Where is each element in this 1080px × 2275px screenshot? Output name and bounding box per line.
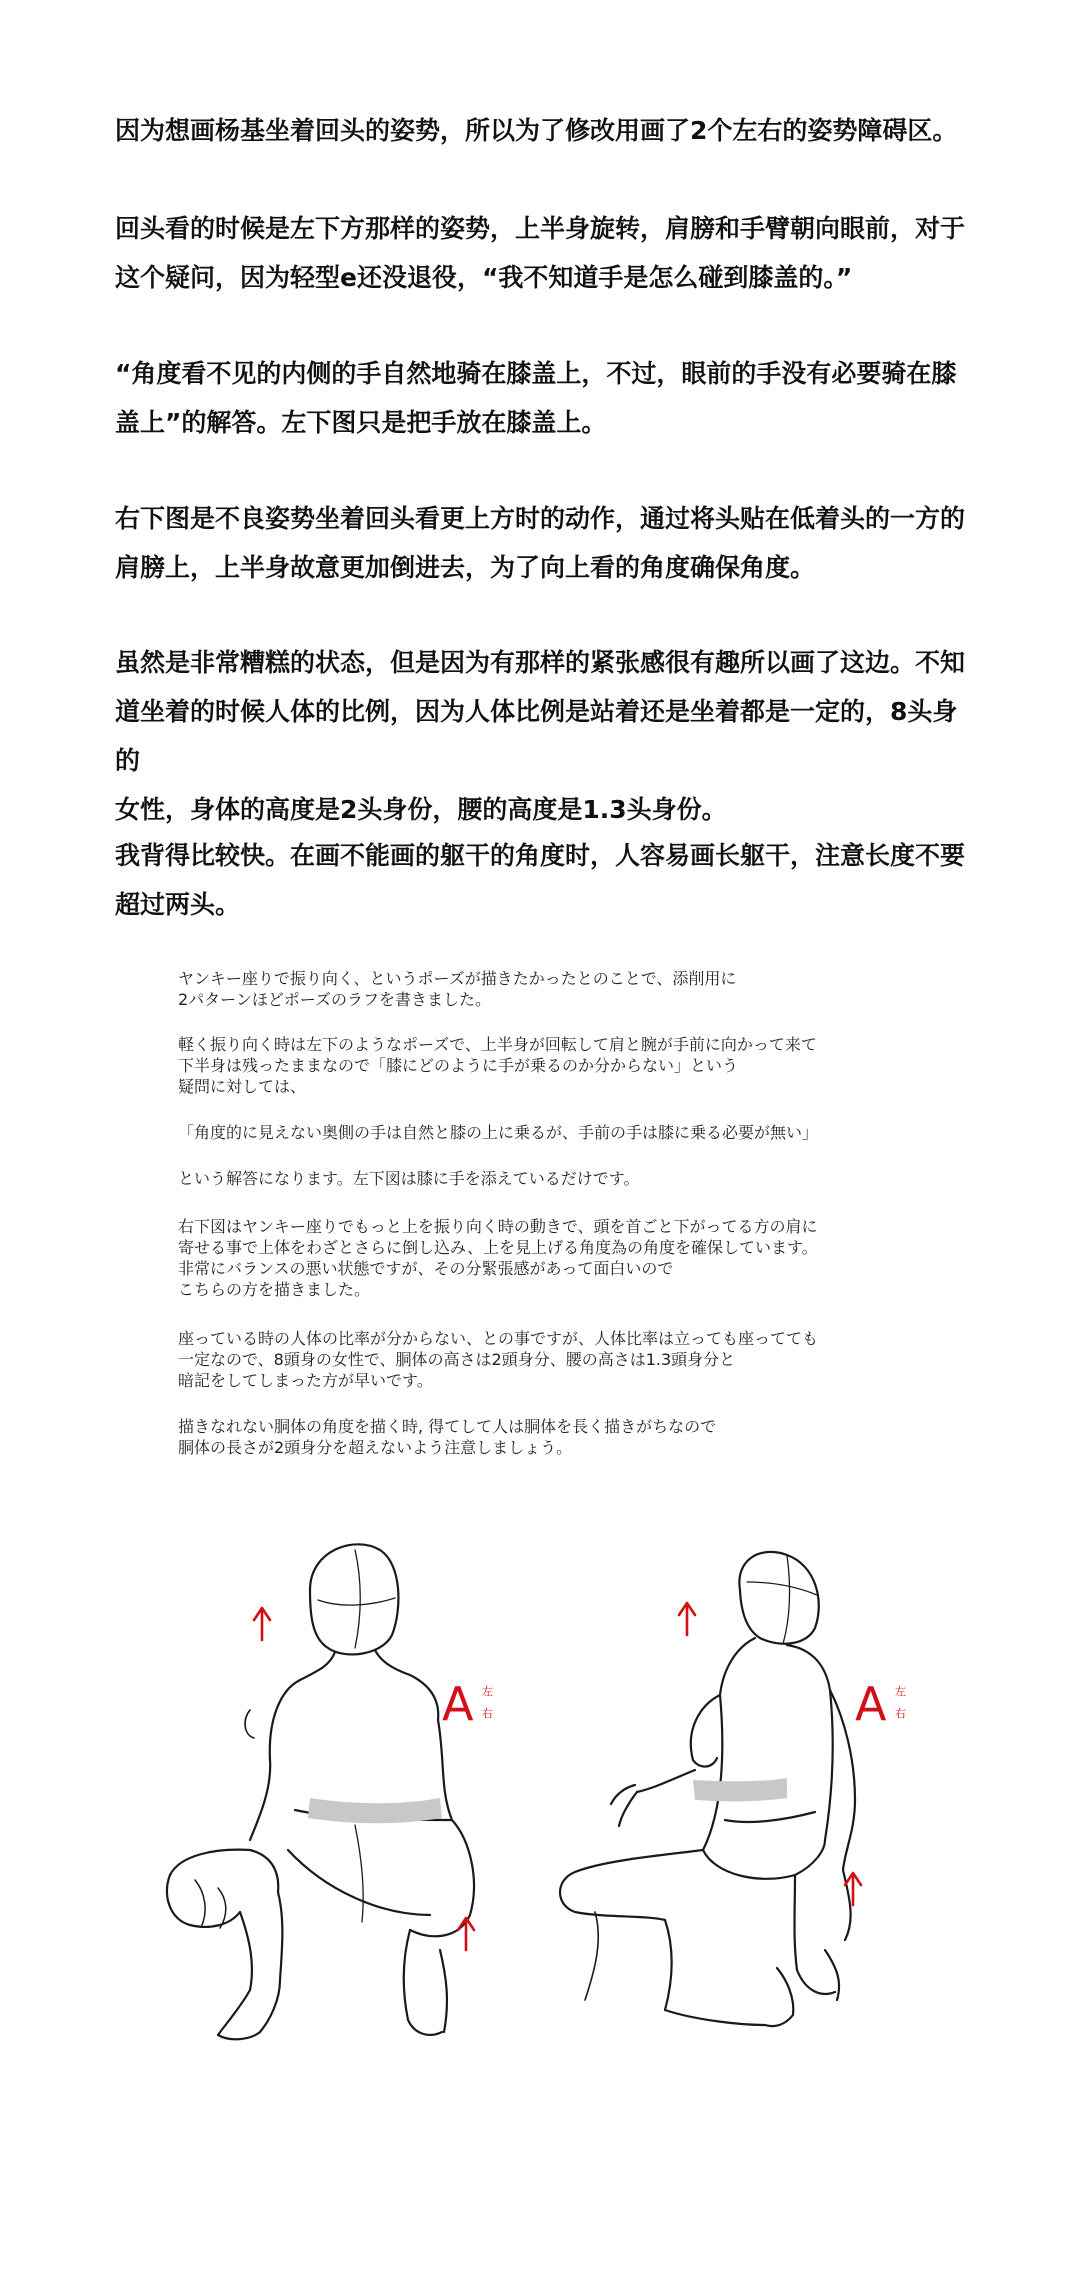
left-up-arrow-upper [254,1608,270,1640]
zh-paragraph-1 [115,106,975,155]
text-line: 盖上”的解答。左下图只是把手放在膝盖上。 [115,408,607,437]
left-label-letter: A [442,1677,474,1731]
text-line: 描きなれない胴体の角度を描く時, 得てして人は胴体を長く描きがちなので [178,1417,717,1436]
text-line: 軽く振り向く時は左下のようなポーズで、上半身が回転して肩と腕が手前に向かって来て [178,1035,817,1054]
text-line: 因为想画杨基坐着回头的姿势，所以为了修改用画了2个左右的姿势障碍区。 [115,116,958,145]
zh-paragraph-6 [115,831,975,929]
text-line: 肩膀上，上半身故意更加倒进去，为了向上看的角度确保角度。 [115,553,816,582]
right-label-letter: A [855,1677,887,1731]
text-line: 右下图是不良姿势坐着回头看更上方时的动作，通过将头贴在低着头的一方的 [115,504,966,533]
text-line: 座っている時の人体の比率が分からない、との事ですが、人体比率は立っても座ってても [178,1329,819,1348]
jp-paragraph-4 [178,1168,938,1189]
text-line: 暗記をしてしまった方が早いです。 [178,1371,433,1390]
right-label-small-top: 左 [895,1685,906,1698]
text-line: 胴体の長さが2頭身分を超えないよう注意しましょう。 [178,1438,573,1457]
left-up-arrow-lower [458,1918,474,1950]
text-line: 下半身は残ったままなので「膝にどのように手が乗るのか分からない」という [178,1056,739,1075]
jp-paragraph-7 [178,1416,938,1458]
jp-paragraph-2 [178,1034,938,1097]
right-label-small-bottom: 右 [895,1707,906,1720]
text-line: 非常にバランスの悪い状態ですが、その分緊張感があって面白いので [178,1259,674,1278]
jp-paragraph-1 [178,968,938,1010]
text-line: 一定なので、8頭身の女性で、胴体の高さは2頭身分、腰の高さは1.3頭身分と [178,1350,736,1369]
text-line: こちらの方を描きました。 [178,1280,371,1299]
text-line: 超过两头。 [115,890,241,919]
left-figure-sketch [167,1544,474,2039]
text-line: という解答になります。左下図は膝に手を添えているだけです。 [178,1169,640,1188]
text-line: 女性，身体的高度是2头身份，腰的高度是1.3头身份。 [115,795,727,824]
text-line: “角度看不见的内侧的手自然地骑在膝盖上，不过，眼前的手没有必要骑在膝 [115,359,957,388]
zh-paragraph-4 [115,494,975,592]
zh-paragraph-2 [115,204,975,302]
text-line: 寄せる事で上体をわざとさらに倒し込み、上を見上げる角度為の角度を確保しています。 [178,1238,818,1257]
text-line: 回头看的时候是左下方那样的姿势，上半身旋转，肩膀和手臂朝向眼前，对于 [115,214,966,243]
text-line: 道坐着的时候人体的比例，因为人体比例是站着还是坐着都是一定的，8头身的 [115,697,958,775]
text-line: 疑問に対しては、 [178,1077,307,1096]
right-up-arrow-upper [679,1603,695,1635]
zh-paragraph-5 [115,638,975,834]
jp-paragraph-6 [178,1328,938,1391]
zh-paragraph-3 [115,349,975,447]
jp-paragraph-3 [178,1122,938,1143]
text-line: ヤンキー座りで振り向く、というポーズが描きたかったとのことで、添削用に [178,969,737,988]
left-label-small-top: 左 [482,1685,493,1698]
right-figure-sketch [560,1552,855,2026]
left-label-small-bottom: 右 [482,1707,493,1720]
jp-paragraph-5 [178,1216,938,1300]
text-line: 2パターンほどポーズのラフを書きました。 [178,990,492,1009]
text-line: 「角度的に見えない奥側の手は自然と膝の上に乗るが、手前の手は膝に乗る必要が無い」 [178,1123,819,1142]
right-pose-illustration [525,1520,1005,2080]
text-line: 我背得比较快。在画不能画的躯干的角度时，人容易画长躯干，注意长度不要 [115,841,966,870]
text-line: 右下図はヤンキー座りでもっと上を振り向く時の動きで、頭を首ごと下がってる方の肩に [178,1217,818,1236]
text-line: 这个疑问，因为轻型e还没退役，“我不知道手是怎么碰到膝盖的。” [115,263,853,292]
text-line: 虽然是非常糟糕的状态，但是因为有那样的紧张感很有趣所以画了这边。不知 [115,648,966,677]
